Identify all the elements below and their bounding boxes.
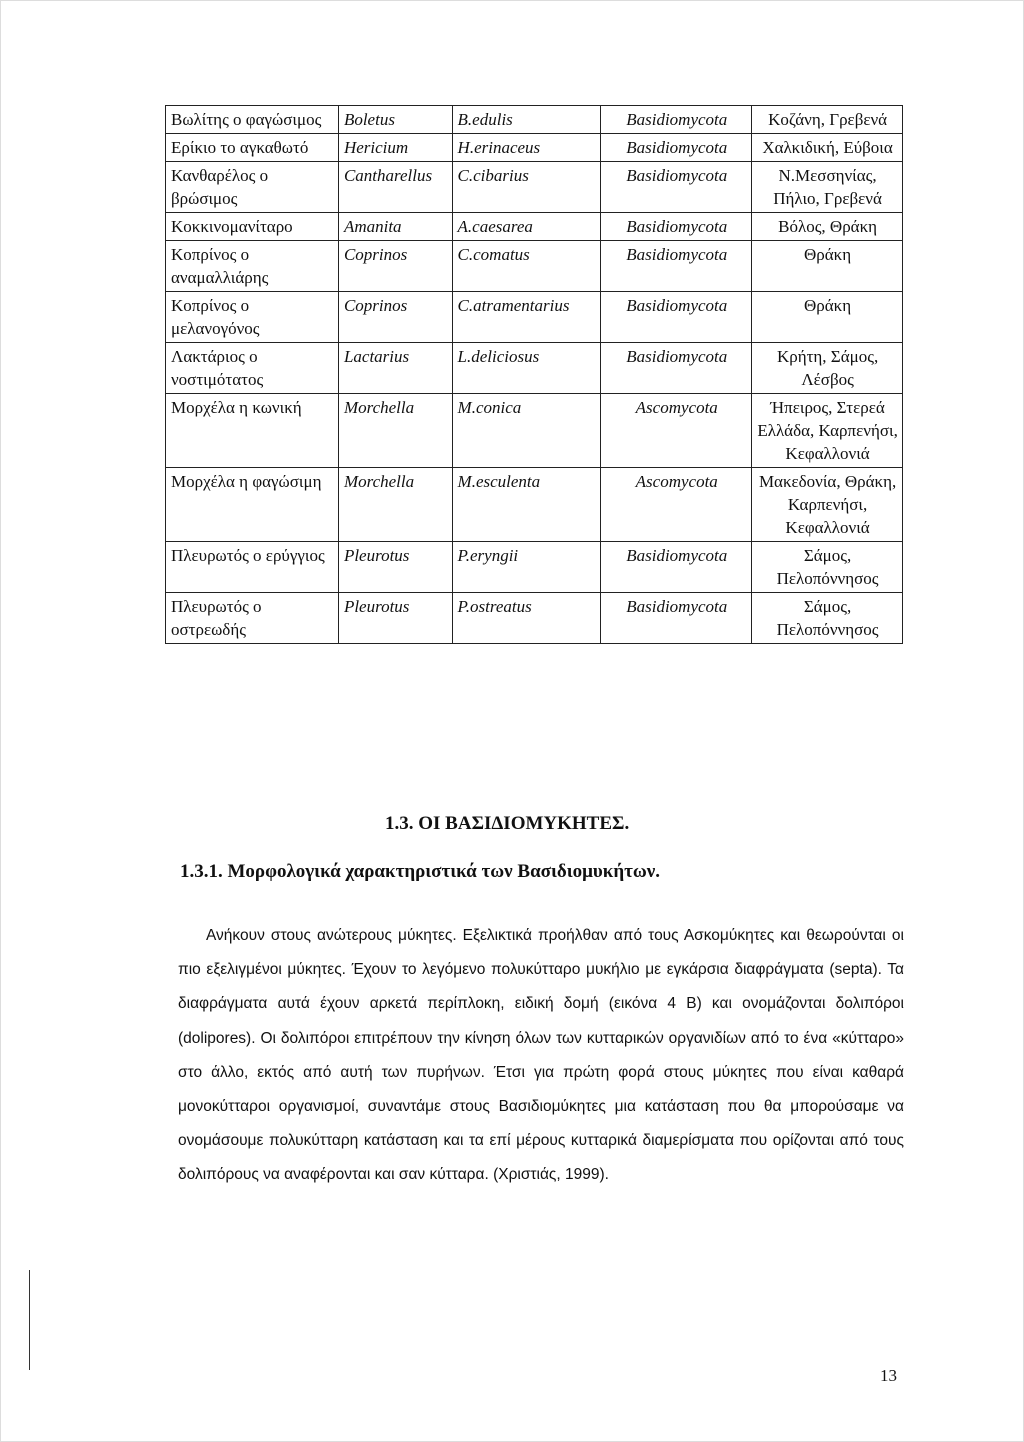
genus-cell: Morchella: [338, 394, 452, 468]
genus-cell: Hericium: [338, 134, 452, 162]
region-cell: Βόλος, Θράκη: [752, 213, 903, 241]
table-row: [166, 162, 903, 213]
genus-cell: Amanita: [338, 213, 452, 241]
region-cell: Μακεδονία, Θράκη, Καρπενήσι, Κεφαλλονιά: [752, 468, 903, 542]
species-cell: H.erinaceus: [452, 134, 601, 162]
region-cell: Σάμος, Πελοπόννησος: [752, 593, 903, 644]
body-paragraph: Ανήκουν στους ανώτερους μύκητες. Εξελικτικά προήλθαν από τους Ασκομύκητες και θεωρούνται οι πιο εξελιγμένοι μύκητες. Έχουν το λεγόμενο πολυκύτταρο μυκήλιο με εγκάρσια διαφράγματα (septa). Τα διαφράγματα αυτά έχουν αρκετά περίπλοκη, ειδική δομή (εικόνα 4 Β) και ονομάζονται δολιπόροι (dolipores). Οι δολιπόροι επιτρέπουν την κίνηση όλων των κυτταρικών οργανιδίων από το ένα «κύτταρο» στο άλλο, εκτός από αυτή των πυρήνων. Έτσι για πρώτη φορά στους μύκητες που είναι καθαρά μονοκύτταροι οργανισμοί, συναντάμε στους Βασιδιομύκητες μια κατάσταση που θα μπορούσαμε να ονομάσουμε πολυκύτταρη κατάσταση και τα επί μέρους κυτταρικά διαμερίσματα που ορίζονται από τους δολιπόρους να αναφέρονται και σαν κύτταρα. (Χριστιάς, 1999).: [178, 927, 904, 1184]
genus-cell: Lactarius: [338, 343, 452, 394]
genus-cell: Pleurotus: [338, 542, 452, 593]
section-heading: 1.3. ΟΙ ΒΑΣΙΔΙΟΜΥΚΗΤΕΣ.: [385, 813, 630, 834]
region-cell: Κρήτη, Σάμος, Λέσβος: [752, 343, 903, 394]
table-row: [166, 468, 903, 542]
division-cell: Ascomycota: [601, 468, 752, 542]
region-cell: Ν.Μεσσηνίας, Πήλιο, Γρεβενά: [752, 162, 903, 213]
common-name-cell: Κοκκινομανίταρο: [166, 213, 339, 241]
common-name-cell: Κανθαρέλος ο βρώσιμος: [166, 162, 339, 213]
region-cell: Χαλκιδική, Εύβοια: [752, 134, 903, 162]
division-cell: Ascomycota: [601, 394, 752, 468]
division-cell: Basidiomycota: [601, 162, 752, 213]
region-cell: Ήπειρος, Στερεά Ελλάδα, Καρπενήσι, Κεφαλλονιά: [752, 394, 903, 468]
common-name-cell: Ερίκιο το αγκαθωτό: [166, 134, 339, 162]
genus-cell: Coprinos: [338, 292, 452, 343]
species-cell: L.deliciosus: [452, 343, 601, 394]
common-name-cell: Πλευρωτός ο ερύγγιος: [166, 542, 339, 593]
scan-edge-mark: [29, 1270, 30, 1370]
genus-cell: Morchella: [338, 468, 452, 542]
species-cell: B.edulis: [452, 106, 601, 134]
species-cell: C.cibarius: [452, 162, 601, 213]
table-row: [166, 292, 903, 343]
species-cell: A.caesarea: [452, 213, 601, 241]
division-cell: Basidiomycota: [601, 106, 752, 134]
region-cell: Κοζάνη, Γρεβενά: [752, 106, 903, 134]
table-row: [166, 343, 903, 394]
genus-cell: Cantharellus: [338, 162, 452, 213]
common-name-cell: Πλευρωτός ο οστρεωδής: [166, 593, 339, 644]
table-row: [166, 241, 903, 292]
species-cell: P.ostreatus: [452, 593, 601, 644]
region-cell: Θράκη: [752, 292, 903, 343]
region-cell: Σάμος, Πελοπόννησος: [752, 542, 903, 593]
division-cell: Basidiomycota: [601, 542, 752, 593]
table-row: [166, 394, 903, 468]
page-number: 13: [880, 1366, 897, 1385]
common-name-cell: Μορχέλα η φαγώσιμη: [166, 468, 339, 542]
common-name-cell: Κοπρίνος ο μελανογόνος: [166, 292, 339, 343]
common-name-cell: Κοπρίνος ο αναμαλλιάρης: [166, 241, 339, 292]
species-cell: C.atramentarius: [452, 292, 601, 343]
species-cell: C.comatus: [452, 241, 601, 292]
common-name-cell: Βωλίτης ο φαγώσιμος: [166, 106, 339, 134]
division-cell: Basidiomycota: [601, 593, 752, 644]
species-cell: M.conica: [452, 394, 601, 468]
genus-cell: Boletus: [338, 106, 452, 134]
division-cell: Basidiomycota: [601, 343, 752, 394]
region-cell: Θράκη: [752, 241, 903, 292]
division-cell: Basidiomycota: [601, 213, 752, 241]
table-row: [166, 593, 903, 644]
subsection-heading: 1.3.1. Μορφολογικά χαρακτηριστικά των Βασιδιομυκήτων.: [180, 861, 661, 882]
mushroom-table: [165, 105, 903, 644]
table-row: [166, 213, 903, 241]
table-row: [166, 134, 903, 162]
division-cell: Basidiomycota: [601, 134, 752, 162]
division-cell: Basidiomycota: [601, 241, 752, 292]
species-cell: P.eryngii: [452, 542, 601, 593]
genus-cell: Coprinos: [338, 241, 452, 292]
table-row: [166, 106, 903, 134]
common-name-cell: Λακτάριος ο νοστιμότατος: [166, 343, 339, 394]
species-cell: M.esculenta: [452, 468, 601, 542]
mushroom-table-body: [166, 106, 903, 644]
common-name-cell: Μορχέλα η κωνική: [166, 394, 339, 468]
division-cell: Basidiomycota: [601, 292, 752, 343]
table-row: [166, 542, 903, 593]
genus-cell: Pleurotus: [338, 593, 452, 644]
